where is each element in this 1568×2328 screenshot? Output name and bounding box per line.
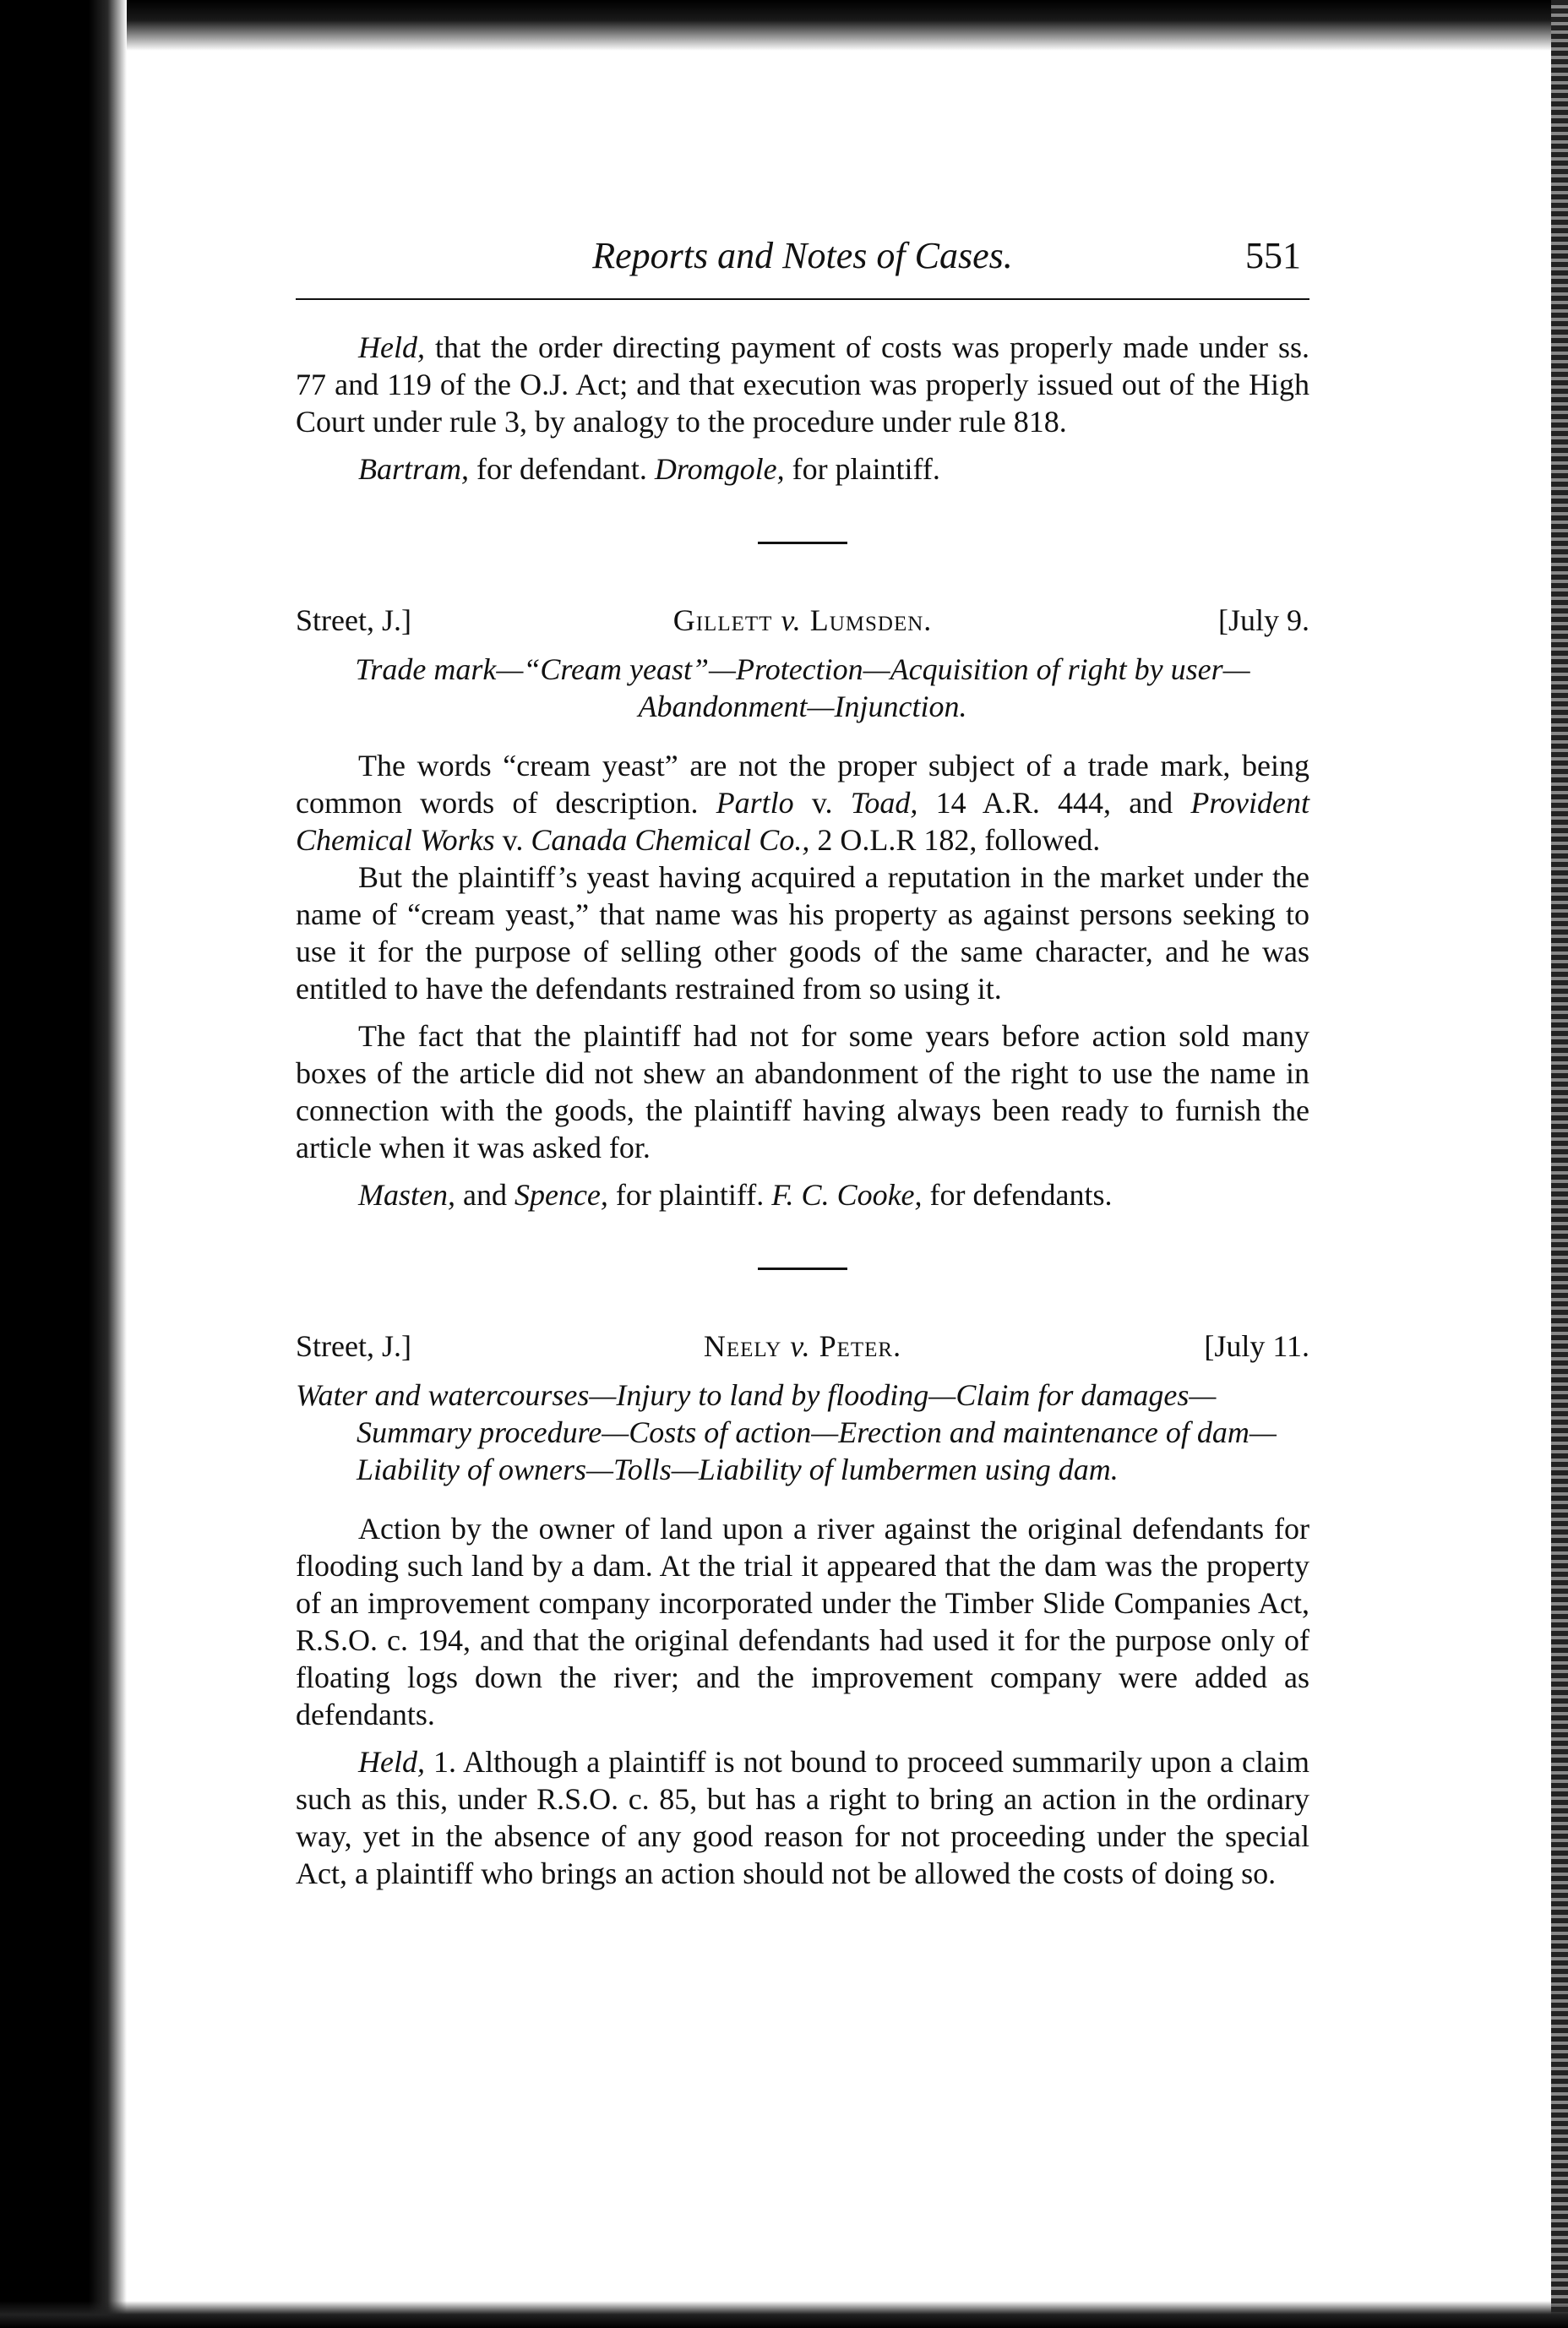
running-head [296,232,1309,292]
case3-subject: Water and watercourses—Injury to land by flooding—Claim for damages—Summary procedure—Costs of action—Erection and maintenance of dam—Liability of owners—Tolls—Liability of lumbermen using dam. [296,1378,1277,1486]
versus: v. [790,1329,811,1363]
text: 2 O.L.R 182, followed. [809,823,1101,857]
party-b: Lumsden. [809,603,933,637]
page [296,232,1309,1892]
citation: Partlo [716,786,794,820]
case-separator [758,1268,847,1270]
counsel-name: Masten, [358,1178,455,1212]
counsel-name: Spence, [514,1178,608,1212]
counsel-role: for plaintiff. [607,1178,772,1212]
case2-name [296,602,1309,639]
counsel-name: Bartram, [358,452,470,486]
citation: Provident Chemical Works [296,786,1309,857]
case2-para2: But the plaintiff’s yeast having acquired a reputation in the market under the name of “cream yeast,” that name was his property as against persons seeking to use it for the purpose of selling other goods of the same character, and he was entitled to have the defendants restrained from so using it. [296,860,1309,1006]
running-head-title: Reports and Notes of Cases. [592,235,1013,276]
held-text: 1. Although a plaintiff is not bound to proceed summarily upon a claim such as this, under R.S.O. c. 85, but has a right to bring an action in the ordinary way, yet in the absence of any good reason for not proceeding under the special Act, a plaintiff who brings an action should not be allowed the costs of doing so. [296,1745,1309,1890]
party-a: Gillett [672,603,773,637]
citation: Canada Chemical Co., [531,823,810,857]
case2-heading [296,602,1309,644]
case2-para1 [296,747,1309,859]
text: v. [494,823,531,857]
case2-judge: Street, J.] [296,603,411,637]
case1-counsel [296,450,1309,488]
text: v. [793,786,851,820]
case3-name [296,1328,1309,1365]
counsel-name: Dromgole, [654,452,785,486]
text: 14 A.R. 444, and [917,786,1191,820]
case3-date: [July 11. [1204,1329,1309,1363]
page-number: 551 [1245,235,1301,276]
scan-bottom-edge [0,2301,1568,2328]
case3-judge: Street, J.] [296,1329,411,1363]
held-text: that the order directing payment of costs was properly made under ss. 77 and 119 of the O.J. Act; and that execution was properly issued out of the High Court under rule 3, by analogy to the procedure under rule 818. [296,330,1309,439]
header-rule [296,298,1309,300]
case3-para1: Action by the owner of land upon a river against the original defendants for flooding such land by a dam. At the trial it appeared that the dam was the property of an improvement company incorporated under the Timber Slide Companies Act, R.S.O. c. 194, and that the original defendants had used it for the purpose only of floating logs down the river; and the improvement company were added as defendants. [296,1512,1309,1731]
party-a: Neely [703,1329,782,1363]
case1-held-paragraph [296,329,1309,440]
text: The words “cream yeast” are not the proper subject of a trade mark, being common words of description. [296,749,1309,820]
case2-para3: The fact that the plaintiff had not for some years before action sold many boxes of the article did not shew an abandonment of the right to use the name in connection with the goods, the plaintiff having always been ready to furnish the article when it was asked for. [296,1019,1309,1164]
case3-held-paragraph [296,1743,1309,1892]
held-label: Held, [358,330,425,364]
scan-left-edge [0,0,127,2328]
case2-subject: Trade mark—“Cream yeast”—Protection—Acquisition of right by user—Abandonment—Injunction. [355,652,1250,723]
held-label: Held, [358,1745,425,1779]
case2-date: [July 9. [1218,603,1309,637]
case-separator [758,542,847,544]
counsel-name: F. C. Cooke, [771,1178,923,1212]
case3-heading [296,1328,1309,1370]
case2-counsel [296,1176,1309,1213]
counsel-role: for defendant. [469,452,655,486]
counsel-role: for plaintiff. [784,452,940,486]
text: and [455,1178,514,1212]
party-b: Peter. [819,1329,902,1363]
citation: Toad, [850,786,918,820]
scan-top-edge [0,0,1568,51]
scan-right-edge [1551,0,1568,2328]
versus: v. [781,603,802,637]
counsel-role: for defendants. [922,1178,1113,1212]
